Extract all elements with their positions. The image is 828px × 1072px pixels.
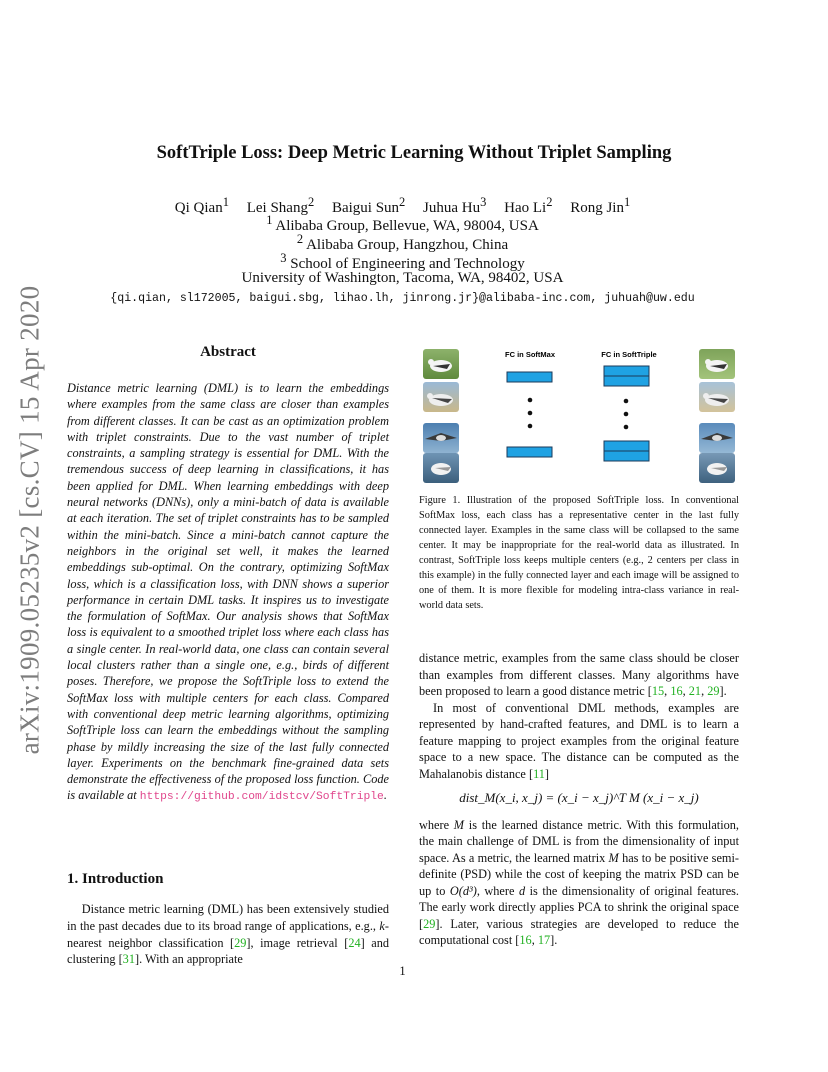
citation-link[interactable]: 29	[423, 916, 436, 931]
fc-center-bar	[604, 441, 649, 451]
arxiv-stamp-text: arXiv:1909.05235v2 [cs.CV] 15 Apr 2020	[14, 285, 45, 755]
fc-center-bar	[604, 376, 649, 386]
citation-link[interactable]: 15	[651, 684, 665, 698]
citation-link[interactable]: 16	[670, 684, 683, 698]
fc-center-bar	[507, 372, 552, 382]
author: Hao Li$^2$	[504, 195, 553, 216]
fc-center-bar	[604, 366, 649, 376]
arxiv-stamp	[10, 270, 50, 770]
citation-link[interactable]: 11	[533, 766, 545, 781]
author: Lei Shang$^2$	[246, 195, 315, 216]
code-link[interactable]: https://github.com/idstcv/SoftTriple	[139, 791, 384, 804]
citation-link[interactable]: 31	[122, 952, 135, 967]
author: Qi Qian$^1$	[174, 195, 229, 216]
label-softtriple: FC in SoftTriple	[601, 350, 657, 359]
paper-title: SoftTriple Loss: Deep Metric Learning Without Triplet Sampling	[156, 143, 672, 163]
citation-link[interactable]: 29	[707, 684, 720, 698]
citation-link[interactable]: 17	[537, 933, 551, 947]
author: Rong Jin$^1$	[570, 195, 631, 216]
page-number: 1	[399, 964, 406, 978]
figure-caption: Figure 1. Illustration of the proposed SoftTriple loss. In conventional SoftMax loss, each class has a representative center in the last fully connected layer. Examples in the same class will be collapsed to the same center. It may be inappropriate for the real-world data as illustrated. In contrast, SoftTriple loss keeps multiple centers (e.g., 2 centers per class in this example) in the fully connected layer and each image will be assigned to one of them. It is more flexible for modeling intra-class variance in real-world data sets.	[419, 495, 739, 611]
fc-center-bar	[604, 451, 649, 461]
citation-link[interactable]: 16	[519, 933, 532, 947]
label-softmax: FC in SoftMax	[505, 350, 555, 359]
introduction-heading: 1. Introduction	[67, 871, 164, 887]
figure-1	[419, 345, 739, 483]
affiliation: $^1$ Alibaba Group, Bellevue, WA, 98004, USA	[266, 213, 539, 234]
mahalanobis-equation: dist_M(x_i, x_j) = (x_i − x_j)^T M (x_i − x_j)	[459, 790, 699, 805]
affiliation: $^2$ Alibaba Group, Hangzhou, China	[296, 232, 509, 253]
abstract-heading: Abstract	[200, 344, 256, 360]
affiliation: University of Washington, Tacoma, WA, 98402, USA	[241, 270, 564, 286]
figure-diagram	[419, 345, 739, 483]
citation-link[interactable]: 29	[234, 935, 247, 950]
author-emails: {qi.qian, sl172005, baigui.sbg, lihao.lh, jinrong.jr}@alibaba-inc.com, juhuah@uw.edu	[110, 292, 695, 305]
introduction-body: Distance metric learning (DML) has been extensively studied in the past decades due to its broad range of applications, e.g., k-nearest neighbor classification [29], image retrieval [24] and clustering [31]. With an appropriate	[67, 902, 389, 967]
affiliation: $^3$ School of Engineering and Technology	[280, 251, 525, 272]
citation-link[interactable]: 24	[348, 935, 361, 950]
citation-link[interactable]: 21	[688, 684, 702, 698]
abstract-body: Distance metric learning (DML) is to learn the embeddings where examples from the same class are closer than examples from different classes. It can be cast as an optimization problem with triplet constraints. Due to the vast number of triplet constraints, a sampling strategy is essential for DML. With the tremendous success of deep learning in classifications, it has been applied for DML. When learning embeddings with deep neural networks (DNNs), only a mini-batch of data is available at each iteration. The set of triplet constraints has to be sampled within the mini-batch. Since a mini-batch cannot capture the neighbors in the original set well, it makes the learned embeddings sub-optimal. On the contrary, optimizing SoftMax loss, which is a classification loss, with DNN shows a superior performance in certain DML tasks. It inspires us to investigate the formulation of SoftMax. Our analysis shows that SoftMax loss is equivalent to a smoothed triplet loss where each class has a single center. In real-world data, one class can contain several local clusters rather than a single one, e.g., birds of different poses. Therefore, we propose the SoftTriple loss to extend the SoftMax loss with multiple centers for each class. Compared with conventional deep metric learning algorithms, optimizing SoftTriple loss can learn the embeddings without the sampling phase by mildly increasing the size of the last fully connected layer. Experiments on the benchmark fine-grained data sets demonstrate the effectiveness of the proposed loss function. Code is available at https://github.com/idstcv/SoftTriple.	[67, 381, 389, 804]
fc-center-bar	[507, 447, 552, 457]
author: Juhua Hu$^3$	[423, 195, 487, 216]
right-column-body: distance metric, examples from the same class should be closer than examples from different classes. Many algorithms have been proposed to learn a good distance metric [15, 16, 21, 29]. In most of conventional DML methods, examples are represented by hand-crafted features, and DML is to learn a feature mapping to project examples from the original feature space to a new space. The distance can be computed as the Mahalanobis distance [11] dist_M(x_i, x_j) = (x_i − x_j)^T M (x_i − x_j) where M is the learned distance metric. With this formulation, the main challenge of DML is from the dimensionality of input space. As a metric, the learned matrix M has to be positive semi-definite (PSD) while the cost of keeping the matrix PSD can be up to O(d³), where d is the dimensionality of original features. The early work directly applies PCA to shrink the original space [29]. Later, various strategies are developed to reduce the computational cost [16, 17].	[419, 651, 740, 947]
author: Baigui Sun$^2$	[331, 195, 406, 216]
